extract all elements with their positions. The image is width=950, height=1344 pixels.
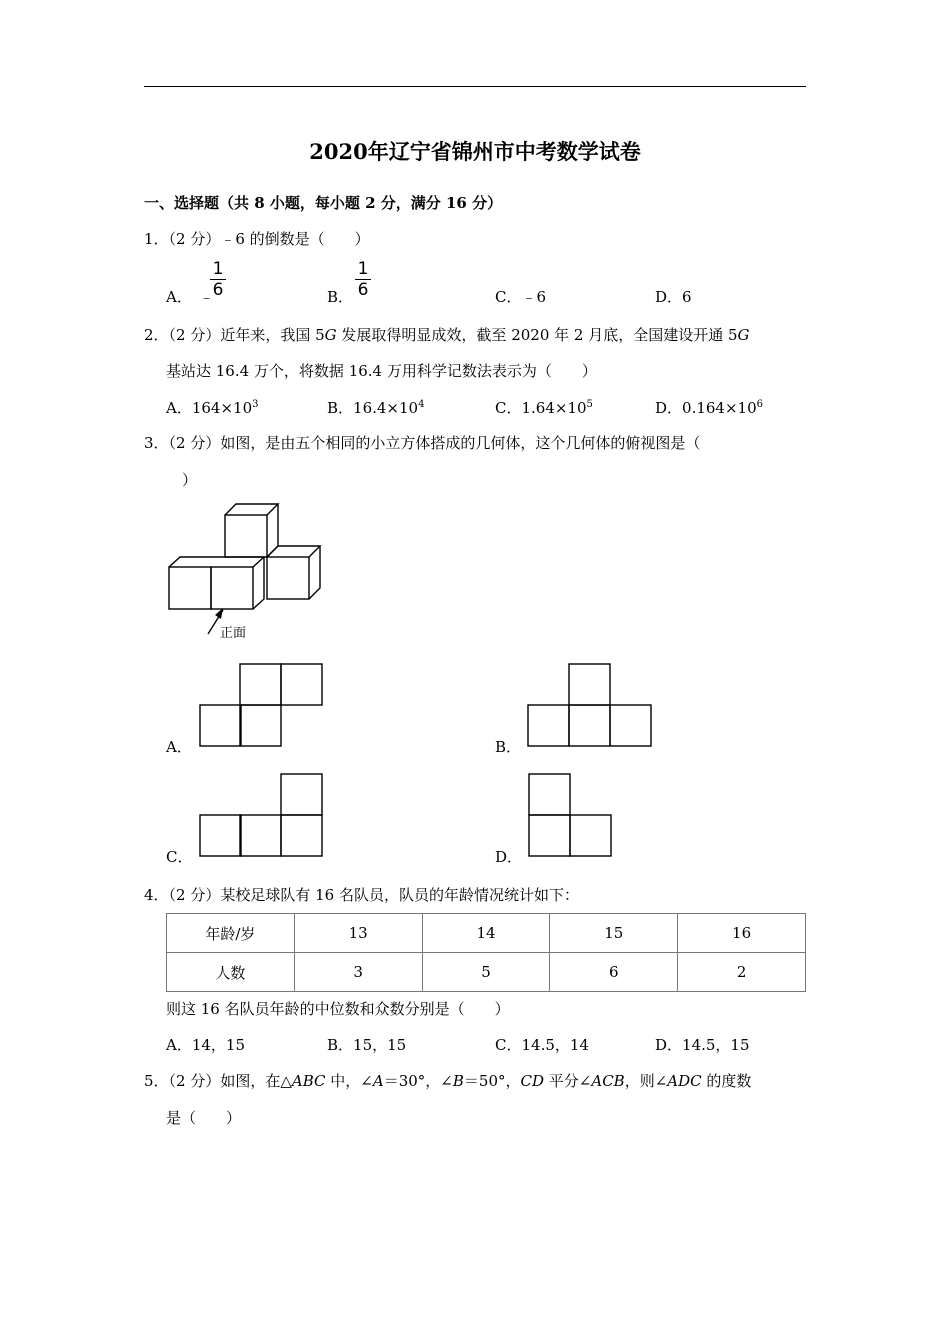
q5-angle-a: A [372,1072,384,1090]
q3-option-c-figure [199,773,323,857]
table-cell: 13 [294,914,422,953]
q5-text: ，则∠ [624,1072,668,1090]
q1-option-a-fraction [210,260,226,299]
q1-option-a-label: A． [166,288,192,306]
question-2-stem-line2: 基站达 16.4 万个，将数据 16.4 万用科学记数法表示为（ ） [166,362,597,380]
table-cell: 14 [422,914,550,953]
q4-option-c: C．14.5，14 [495,1036,589,1054]
q5-angle-b: B [452,1072,464,1090]
q1-option-a-sign: ﹣ [199,288,215,306]
section-heading: 一、选择题（共 8 小题，每小题 2 分，满分 16 分） [144,194,503,212]
q4-option-a: A．14，15 [166,1036,246,1054]
q2-option-c [495,397,593,418]
q1-b-denominator: 6 [357,280,369,300]
table-cell: 人数 [167,953,295,992]
q2-b-base: B．16.4×10 [327,399,419,417]
cube-face [225,515,267,557]
q4-option-d: D．14.5，15 [655,1036,750,1054]
q5-acb: ACB [591,1072,625,1090]
q2-stem-prefix: 2．（2 分）近年来，我国 5 [144,326,325,344]
question-5-stem-line2: 是（ ） [166,1109,242,1127]
q5-text: 中，∠ [325,1072,373,1090]
table-cell: 15 [550,914,678,953]
q3-option-a-label: A． [166,738,192,756]
table-cell: 3 [294,953,422,992]
q3-option-d-figure [528,773,612,857]
cube-face [169,567,211,609]
question-4-followup: 则这 16 名队员年龄的中位数和众数分别是（ ） [166,1000,510,1018]
q5-cd: CD [520,1072,545,1090]
q2-option-a [166,397,259,418]
question-2-stem [144,324,750,345]
q3-option-d-label: D． [495,848,523,866]
q3-option-a-figure [199,663,323,747]
q2-c-base: C．1.64×10 [495,399,587,417]
table-cell: 16 [678,914,806,953]
q2-stem-g1: G [324,326,337,344]
table-cell: 5 [422,953,550,992]
table-cell: 年龄/岁 [167,914,295,953]
q5-adc: ADC [667,1072,702,1090]
q2-d-exponent: 6 [756,399,763,410]
age-table [166,913,806,992]
question-3-stem: 3．（2 分）如图，是由五个相同的小立方体搭成的几何体，这个几何体的俯视图是（ [144,434,701,452]
q2-option-d [655,397,763,418]
q5-text: 的度数 [701,1072,752,1090]
q2-a-exponent: 3 [252,399,259,410]
q1-option-b-label: B． [327,288,354,306]
cube-face [267,557,309,599]
cube-edges [267,546,320,599]
cube-edges [169,557,264,609]
q1-option-b-fraction [355,260,371,299]
question-4-stem: 4．（2 分）某校足球队有 16 名队员，队员的年龄情况统计如下： [144,886,579,904]
table-row [167,914,806,953]
q1-a-denominator: 6 [212,280,224,300]
q4-option-b: B．15，15 [327,1036,407,1054]
q5-abc: ABC [291,1072,326,1090]
q5-text: ＝50°， [463,1072,521,1090]
q2-stem-mid: 发展取得明显成效，截至 2020 年 2 月底，全国建设开通 5 [336,326,738,344]
q5-text: 平分∠ [544,1072,592,1090]
q2-stem-g2: G [737,326,750,344]
q2-b-exponent: 4 [418,399,425,410]
table-cell: 6 [550,953,678,992]
q5-text: ＝30°，∠ [383,1072,453,1090]
q1-option-d: D．6 [655,288,692,306]
q2-c-exponent: 5 [586,399,593,410]
q2-d-base: D．0.164×10 [655,399,757,417]
front-view-label: 正面 [220,626,247,641]
q2-option-b [327,397,424,418]
q2-a-base: A．164×10 [166,399,253,417]
q3-option-c-label: C． [166,848,193,866]
q1-a-numerator: 1 [212,259,224,279]
q1-b-numerator: 1 [357,259,369,279]
q1-option-c: C．﹣6 [495,288,547,306]
question-5-stem [144,1070,751,1091]
header-rule [144,86,806,87]
question-3-stem-line2: ） [182,471,198,489]
cube-edges [225,504,278,557]
table-cell: 2 [678,953,806,992]
page-title: 2020年辽宁省锦州市中考数学试卷 [309,139,641,164]
question-1-stem: 1．（2 分）﹣6 的倒数是（ ） [144,230,370,248]
cube-face [211,567,253,609]
table-row [167,953,806,992]
q5-text: 5．（2 分）如图，在△ [144,1072,292,1090]
q3-option-b-label: B． [495,738,522,756]
q3-option-b-figure [527,663,652,747]
